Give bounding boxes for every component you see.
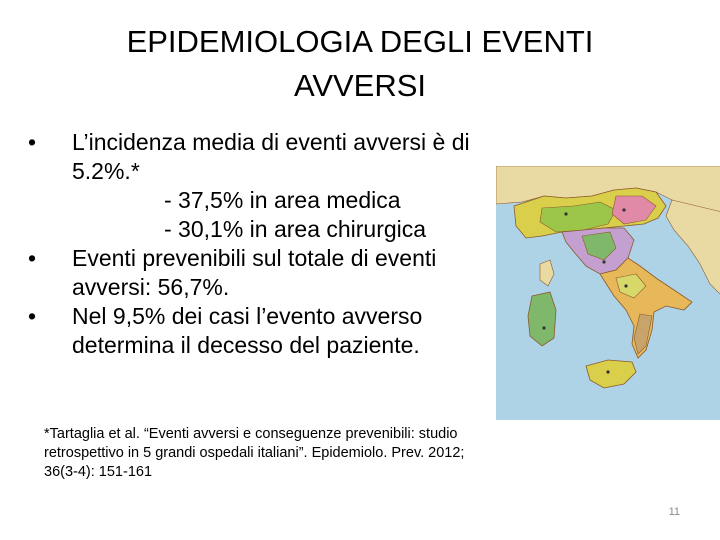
bullet-line: L’incidenza media di eventi avversi è di [72,129,470,155]
footnote-line: *Tartaglia et al. “Eventi avversi e conseguenze prevenibili: studio [44,426,458,442]
bullet-dot: • [28,245,37,271]
bullet-item [28,244,588,302]
bullet-dot: • [28,129,37,155]
title-line-1: EPIDEMIOLOGIA DEGLI EVENTI [126,24,594,59]
citation-footnote [44,425,604,482]
city-dot [606,370,609,373]
bullet-line: avversi: 56,7%. [72,274,230,300]
bullet-item [28,128,588,244]
sub-item: - 37,5% in area medica [164,187,401,213]
bullet-item [28,302,588,360]
bullet-line: 5.2%.* [72,158,140,184]
city-dot [622,208,625,211]
footnote-line: retrospettivo in 5 grandi ospedali italiani”. Epidemiolo. Prev. 2012; [44,445,465,461]
bullet-line: Eventi prevenibili sul totale di eventi [72,245,437,271]
title-line-2: AVVERSI [293,68,427,103]
sub-item: - 30,1% in area chirurgica [164,216,427,242]
city-dot [602,260,605,263]
city-dot [624,284,627,287]
bullet-dot: • [28,303,37,329]
bullet-line: determina il decesso del paziente. [72,332,420,358]
bullet-list [28,128,588,360]
footnote-line: 36(3-4): 151-161 [44,464,153,480]
page-number: 11 [668,506,680,518]
slide-title [60,20,660,108]
bullet-line: Nel 9,5% dei casi l’evento avverso [72,303,423,329]
